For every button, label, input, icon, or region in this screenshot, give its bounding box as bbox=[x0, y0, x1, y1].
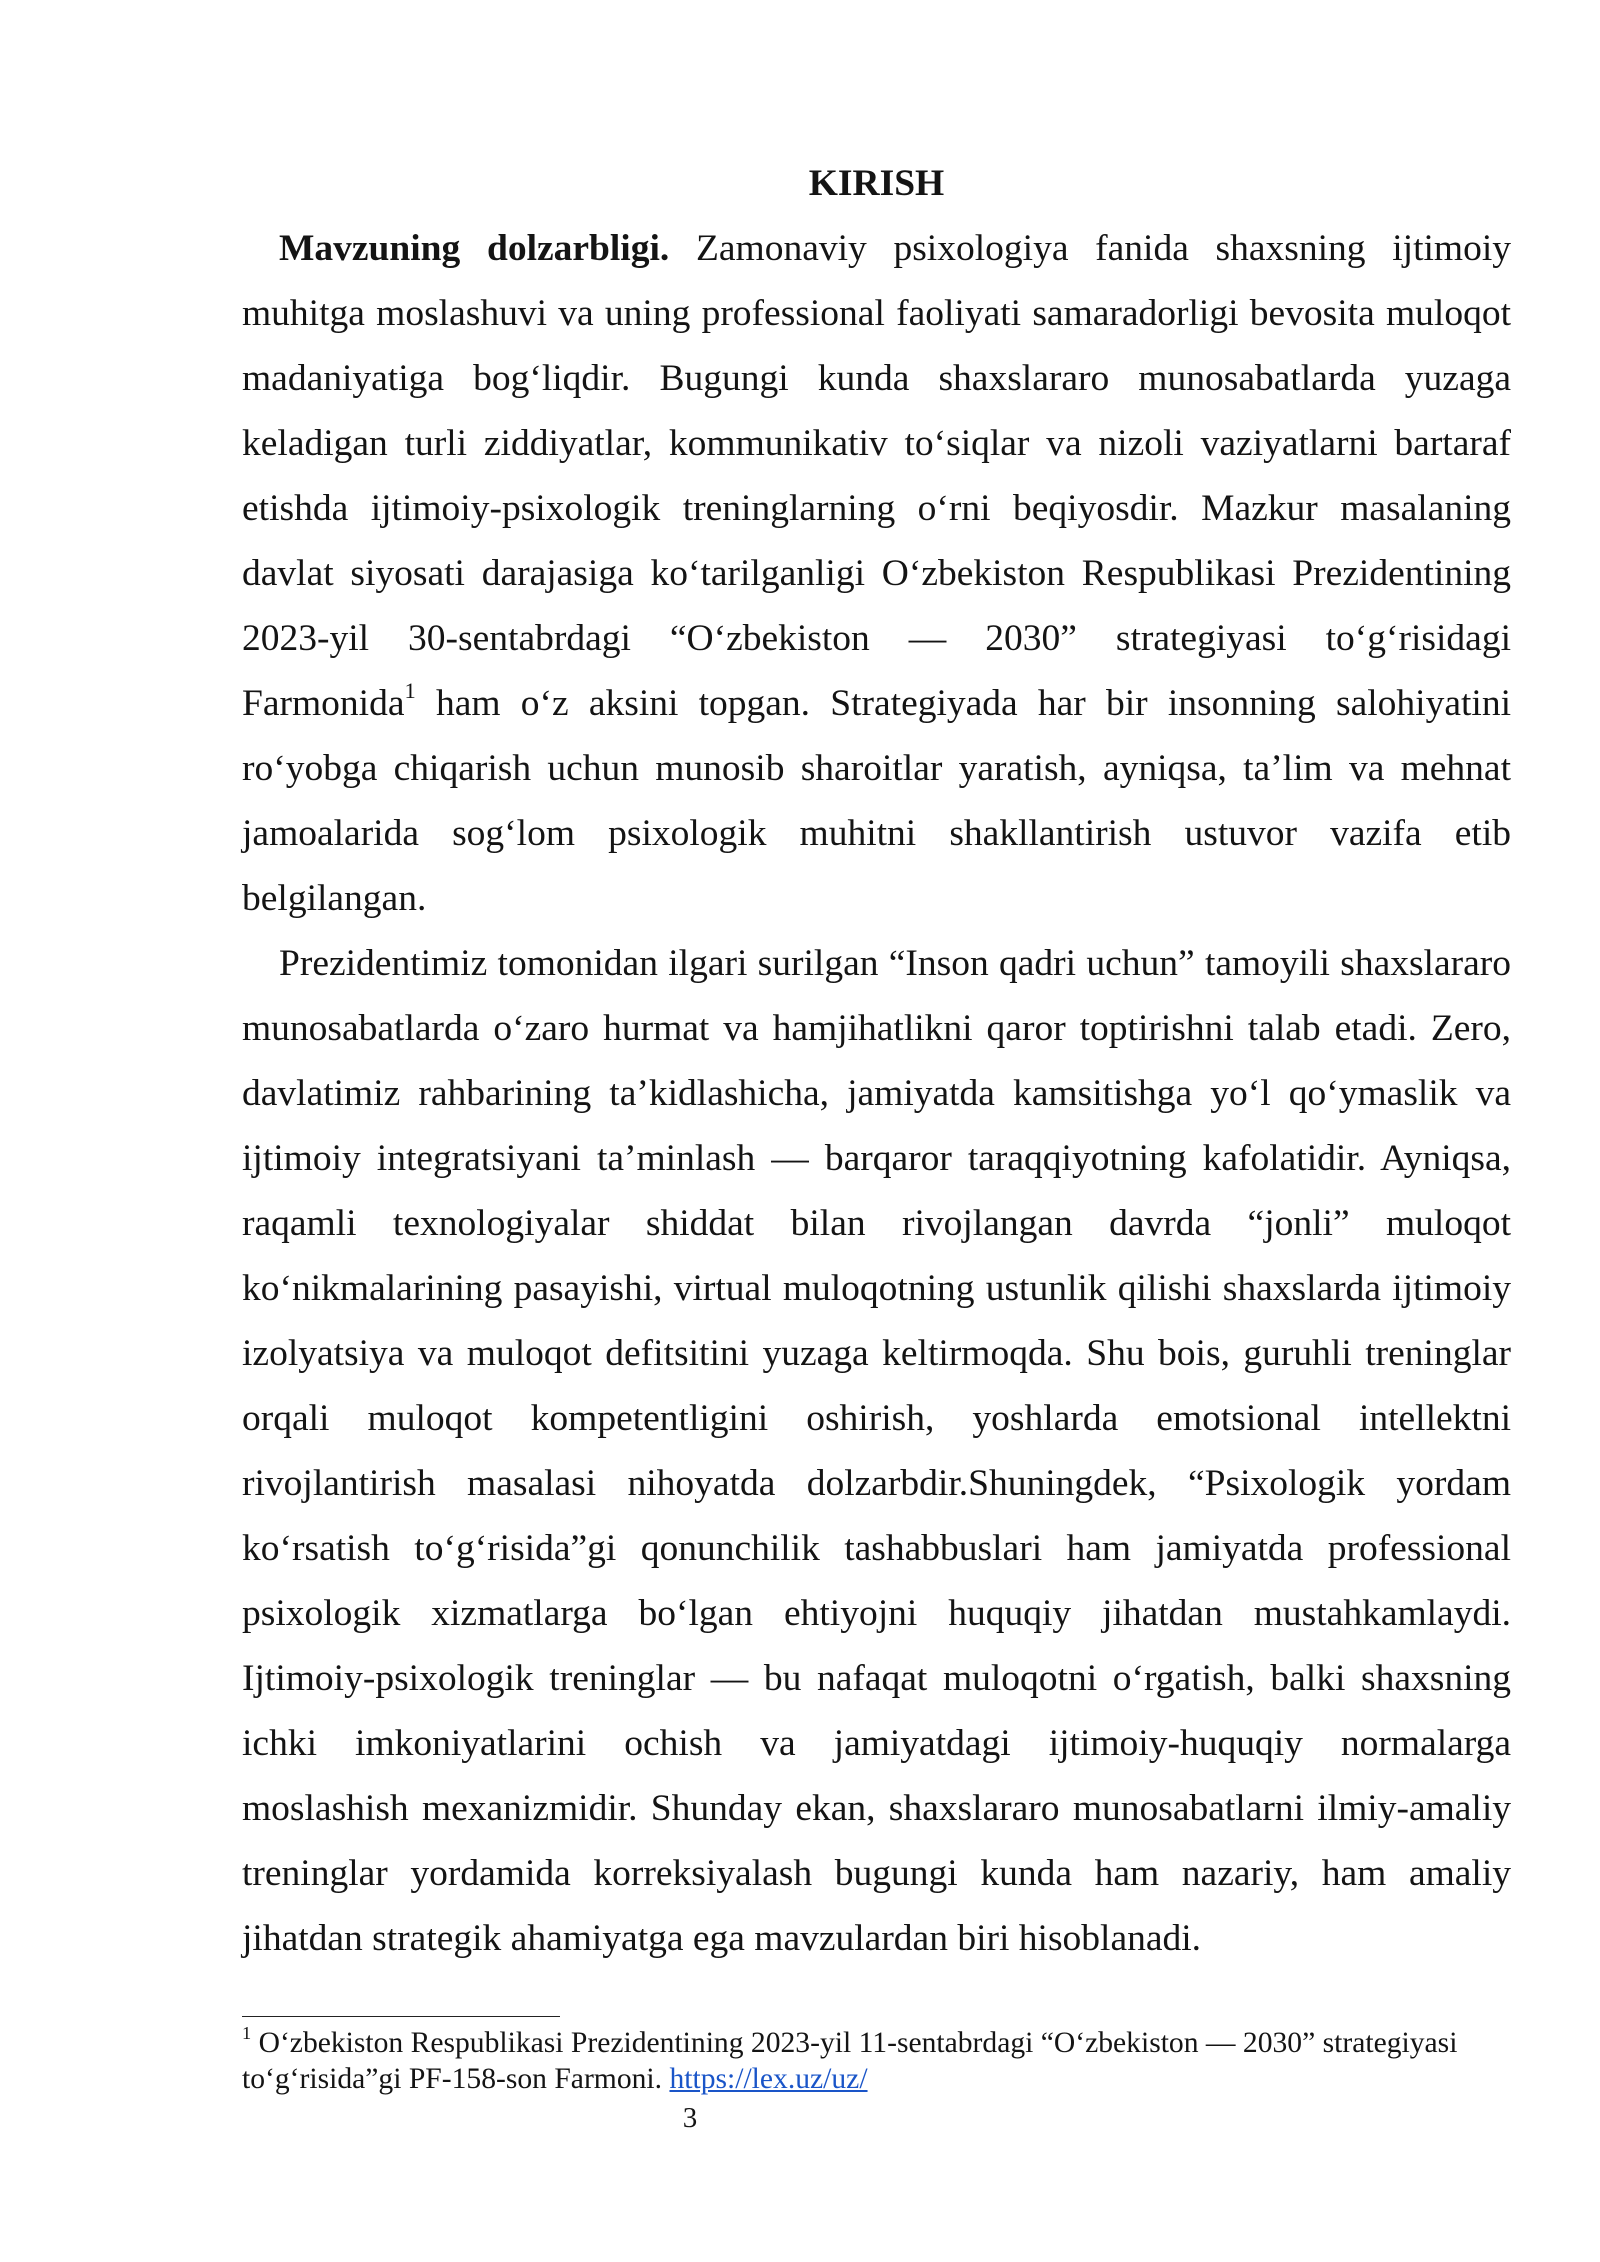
text-line: rivojlantirish masalasi nihoyatda dolzarbdir.Shuningdek, “Psixologik yordam bbox=[242, 1463, 1511, 1504]
footnote-text: to‘g‘risida”gi PF-158-son Farmoni. bbox=[242, 2063, 663, 2095]
text-line: ro‘yobga chiqarish uchun munosib sharoitlar yaratish, ayniqsa, ta’lim va mehnat bbox=[242, 748, 1511, 789]
text-line: keladigan turli ziddiyatlar, kommunikativ to‘siqlar va nizoli vaziyatlarni bartaraf bbox=[242, 423, 1511, 464]
text-line: ko‘nikmalarining pasayishi, virtual muloqotning ustunlik qilishi shaxslarda ijtimoiy bbox=[242, 1268, 1511, 1309]
footnote-number: 1 bbox=[242, 2023, 252, 2044]
text-line: moslashish mexanizmidir. Shunday ekan, shaxslararo munosabatlarni ilmiy-amaliy bbox=[242, 1788, 1511, 1829]
footnote-link[interactable]: https://lex.uz/uz/ bbox=[669, 2063, 868, 2095]
text-line: treninglar yordamida korreksiyalash bugungi kunda ham nazariy, ham amaliy bbox=[242, 1853, 1511, 1894]
page-number: 3 bbox=[682, 2102, 698, 2134]
main-text bbox=[242, 151, 1511, 1971]
line-text: Farmonida bbox=[242, 683, 405, 724]
text-line: orqali muloqot kompetentligini oshirish, yoshlarda emotsional intellektni bbox=[242, 1398, 1511, 1439]
paragraph-president-principles bbox=[242, 931, 1511, 1971]
text-line: raqamli texnologiyalar shiddat bilan rivojlangan davrda “jonli” muloqot bbox=[242, 1203, 1511, 1244]
text-line: muhitga moslashuvi va uning professional faoliyati samaradorligi bevosita muloqot bbox=[242, 293, 1511, 334]
text-line: 2023-yil 30-sentabrdagi “O‘zbekiston — 2030” strategiyasi to‘g‘risidagi bbox=[242, 618, 1511, 659]
text-line: jamoalarida sog‘lom psixologik muhitni shakllantirish ustuvor vazifa etib bbox=[242, 813, 1511, 854]
footnote bbox=[242, 2025, 1511, 2097]
text-line bbox=[242, 671, 1511, 736]
text-line: munosabatlarda o‘zaro hurmat va hamjihatlikni qaror toptirishni talab etadi. Zero, bbox=[242, 1008, 1511, 1049]
footnote-separator bbox=[242, 2016, 560, 2017]
bold-lead-in: Mavzuning dolzarbligi. bbox=[279, 228, 670, 269]
line-text: ham o‘z aksini topgan. Strategiyada har bir insonning salohiyatini bbox=[435, 683, 1511, 724]
text-line: ijtimoiy integratsiyani ta’minlash — barqaror taraqqiyotning kafolatidir. Ayniqsa, bbox=[242, 1138, 1511, 1179]
footnote-text: O‘zbekiston Respublikasi Prezidentining 2023-yil 11-sentabrdagi “O‘zbekiston — 2030” strategiyasi bbox=[258, 2027, 1458, 2059]
text-line: davlatimiz rahbarining ta’kidlashicha, jamiyatda kamsitishga yo‘l qo‘ymaslik va bbox=[242, 1073, 1511, 1114]
text-line bbox=[242, 216, 1511, 281]
text-line: madaniyatiga bog‘liqdir. Bugungi kunda shaxslararo munosabatlarda yuzaga bbox=[242, 358, 1511, 399]
text-line: ko‘rsatish to‘g‘risida”gi qonunchilik tashabbuslari ham jamiyatda professional bbox=[242, 1528, 1511, 1569]
text-line: ichki imkoniyatlarini ochish va jamiyatdagi ijtimoiy-huquqiy normalarga bbox=[242, 1723, 1511, 1764]
line-text: Zamonaviy psixologiya fanida shaxsning ijtimoiy bbox=[695, 228, 1512, 269]
paragraph-relevance bbox=[242, 216, 1511, 931]
text-line: jihatdan strategik ahamiyatga ega mavzulardan biri hisoblanadi. bbox=[242, 1918, 1202, 1959]
section-heading: KIRISH bbox=[808, 163, 945, 204]
text-line: etishda ijtimoiy-psixologik treninglarning o‘rni beqiyosdir. Mazkur masalaning bbox=[242, 488, 1511, 529]
footnote-line bbox=[242, 2025, 1511, 2061]
text-line: psixologik xizmatlarga bo‘lgan ehtiyojni huquqiy jihatdan mustahkamlaydi. bbox=[242, 1593, 1511, 1634]
text-line: Ijtimoiy-psixologik treninglar — bu nafaqat muloqotni o‘rgatish, balki shaxsning bbox=[242, 1658, 1511, 1699]
text-line: belgilangan. bbox=[242, 878, 427, 919]
text-line: Prezidentimiz tomonidan ilgari surilgan “Inson qadri uchun” tamoyili shaxslararo bbox=[279, 943, 1511, 984]
footnote-reference: 1 bbox=[404, 678, 416, 704]
text-line: davlat siyosati darajasiga ko‘tarilganligi O‘zbekiston Respublikasi Prezidentining bbox=[242, 553, 1511, 594]
footnote-line bbox=[242, 2061, 1511, 2097]
text-line: izolyatsiya va muloqot defitsitini yuzaga keltirmoqda. Shu bois, guruhli treninglar bbox=[242, 1333, 1511, 1374]
